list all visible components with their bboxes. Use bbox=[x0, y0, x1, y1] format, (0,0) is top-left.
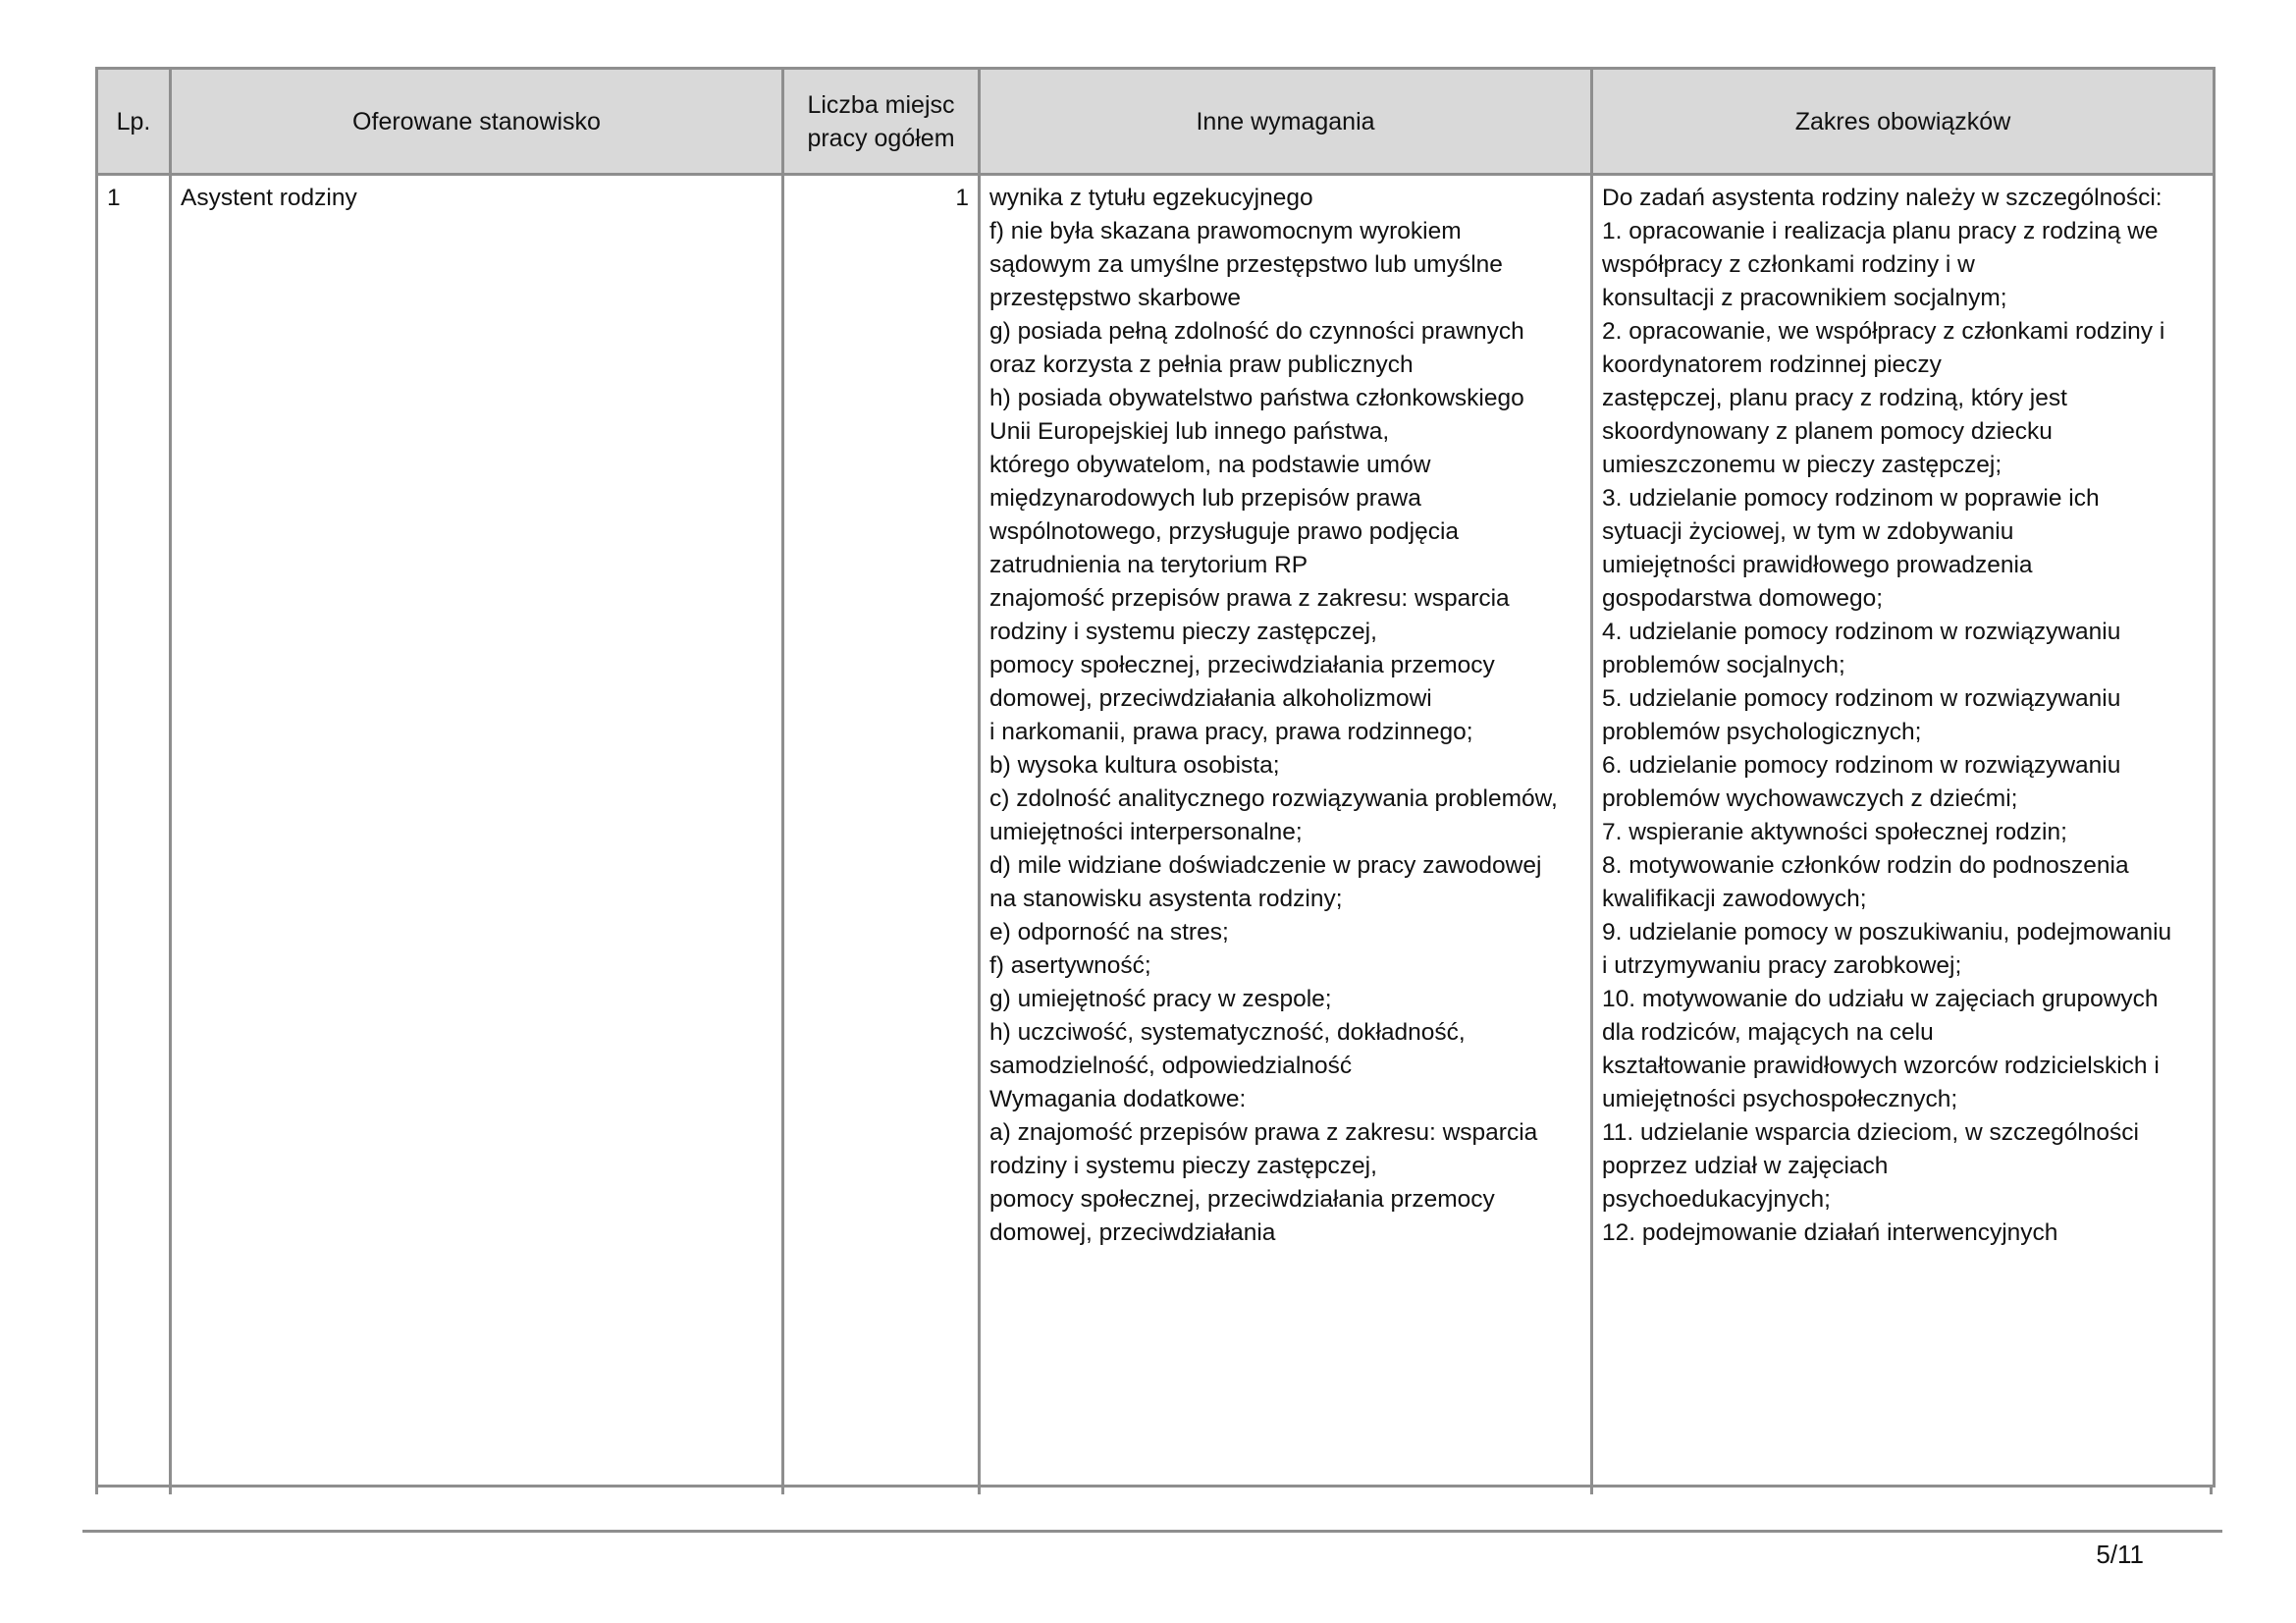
requirement-line: rodziny i systemu pieczy zastępczej, bbox=[989, 1153, 1377, 1179]
requirement-line: wynika z tytułu egzekucyjnego bbox=[989, 185, 1313, 211]
requirement-line: wspólnotowego, przysługuje prawo podjęcia bbox=[989, 518, 1460, 545]
duty-line: kształtowanie prawidłowych wzorców rodzicielskich i bbox=[1602, 1053, 2160, 1079]
duty-line: Do zadań asystenta rodziny należy w szczególności: bbox=[1602, 185, 2163, 211]
requirement-line: domowej, przeciwdziałania bbox=[989, 1219, 1276, 1246]
requirement-line: e) odporność na stres; bbox=[989, 919, 1229, 946]
duty-line: umiejętności prawidłowego prowadzenia bbox=[1602, 552, 2033, 578]
duty-line: problemów socjalnych; bbox=[1602, 652, 1845, 678]
job-offer-table bbox=[95, 67, 2216, 1493]
column-stub bbox=[978, 1485, 981, 1494]
requirement-line: i narkomanii, prawa pracy, prawa rodzinnego; bbox=[989, 719, 1473, 745]
duty-line: problemów wychowawczych z dziećmi; bbox=[1602, 785, 2018, 812]
header-duties: Zakres obowiązków bbox=[1592, 69, 2215, 175]
requirement-line: oraz korzysta z pełnia praw publicznych bbox=[989, 352, 1414, 378]
duty-line: współpracy z członkami rodziny i w bbox=[1602, 251, 1975, 278]
duty-line: problemów psychologicznych; bbox=[1602, 719, 1922, 745]
duty-line: dla rodziców, mających na celu bbox=[1602, 1019, 1934, 1046]
requirement-line: na stanowisku asystenta rodziny; bbox=[989, 886, 1343, 912]
requirement-line: pomocy społecznej, przeciwdziałania przemocy bbox=[989, 652, 1495, 678]
table-header-row bbox=[97, 69, 2215, 175]
cell-places: 1 bbox=[783, 175, 980, 1492]
duty-line: i utrzymywaniu pracy zarobkowej; bbox=[1602, 952, 1962, 979]
page-number: 5/11 bbox=[2096, 1540, 2144, 1569]
requirement-line: przestępstwo skarbowe bbox=[989, 285, 1242, 311]
duty-line: psychoedukacyjnych; bbox=[1602, 1186, 1831, 1213]
duty-line: 5. udzielanie pomocy rodzinom w rozwiązywaniu bbox=[1602, 685, 2121, 712]
duty-line: zastępczej, planu pracy z rodziną, który jest bbox=[1602, 385, 2067, 411]
requirement-line: umiejętności interpersonalne; bbox=[989, 819, 1303, 845]
cell-duties bbox=[1592, 175, 2215, 1492]
duty-line: 11. udzielanie wsparcia dzieciom, w szczególności bbox=[1602, 1119, 2139, 1146]
cell-lp: 1 bbox=[97, 175, 171, 1492]
requirement-line: samodzielność, odpowiedzialność bbox=[989, 1053, 1353, 1079]
header-position: Oferowane stanowisko bbox=[171, 69, 783, 175]
header-requirements: Inne wymagania bbox=[980, 69, 1592, 175]
page-break-mask bbox=[92, 1488, 2218, 1517]
duty-line: 2. opracowanie, we współpracy z członkami rodziny i bbox=[1602, 318, 2165, 345]
requirements-list bbox=[989, 182, 1581, 1250]
duty-line: skoordynowany z planem pomocy dziecku bbox=[1602, 418, 2053, 445]
requirement-line: Wymagania dodatkowe: bbox=[989, 1086, 1247, 1112]
requirement-line: sądowym za umyślne przestępstwo lub umyślne bbox=[989, 251, 1503, 278]
duties-list bbox=[1602, 182, 2204, 1250]
column-stub bbox=[95, 1485, 98, 1494]
duty-line: 3. udzielanie pomocy rodzinom w poprawie ich bbox=[1602, 485, 2100, 512]
column-stub bbox=[1590, 1485, 1593, 1494]
duty-line: umieszczonemu w pieczy zastępczej; bbox=[1602, 452, 2002, 478]
requirement-line: g) umiejętność pracy w zespole; bbox=[989, 986, 1332, 1012]
column-stub bbox=[781, 1485, 784, 1494]
duty-line: koordynatorem rodzinnej pieczy bbox=[1602, 352, 1942, 378]
requirement-line: pomocy społecznej, przeciwdziałania przemocy bbox=[989, 1186, 1495, 1213]
duty-line: sytuacji życiowej, w tym w zdobywaniu bbox=[1602, 518, 2014, 545]
requirement-line: d) mile widziane doświadczenie w pracy zawodowej bbox=[989, 852, 1542, 879]
requirement-line: f) asertywność; bbox=[989, 952, 1151, 979]
requirement-line: g) posiada pełną zdolność do czynności prawnych bbox=[989, 318, 1524, 345]
duty-line: 10. motywowanie do udziału w zajęciach grupowych bbox=[1602, 986, 2159, 1012]
duty-line: poprzez udział w zajęciach bbox=[1602, 1153, 1889, 1179]
duty-line: 1. opracowanie i realizacja planu pracy z rodziną we bbox=[1602, 218, 2159, 244]
duty-line: 9. udzielanie pomocy w poszukiwaniu, podejmowaniu bbox=[1602, 919, 2172, 946]
requirement-line: rodziny i systemu pieczy zastępczej, bbox=[989, 619, 1377, 645]
duty-line: 8. motywowanie członków rodzin do podnoszenia bbox=[1602, 852, 2129, 879]
duty-line: 6. udzielanie pomocy rodzinom w rozwiązywaniu bbox=[1602, 752, 2121, 779]
table-row bbox=[97, 175, 2215, 1492]
header-places: Liczba miejsc pracy ogółem bbox=[783, 69, 980, 175]
duty-line: kwalifikacji zawodowych; bbox=[1602, 886, 1867, 912]
requirement-line: h) posiada obywatelstwo państwa członkowskiego bbox=[989, 385, 1524, 411]
duty-line: gospodarstwa domowego; bbox=[1602, 585, 1884, 612]
footer-divider bbox=[82, 1530, 2222, 1533]
duty-line: umiejętności psychospołecznych; bbox=[1602, 1086, 1958, 1112]
requirement-line: b) wysoka kultura osobista; bbox=[989, 752, 1280, 779]
requirement-line: którego obywatelom, na podstawie umów bbox=[989, 452, 1431, 478]
requirement-line: c) zdolność analitycznego rozwiązywania problemów, bbox=[989, 785, 1558, 812]
requirement-line: domowej, przeciwdziałania alkoholizmowi bbox=[989, 685, 1432, 712]
duty-line: 12. podejmowanie działań interwencyjnych bbox=[1602, 1219, 2058, 1246]
requirement-line: znajomość przepisów prawa z zakresu: wsparcia bbox=[989, 585, 1510, 612]
requirement-line: a) znajomość przepisów prawa z zakresu: wsparcia bbox=[989, 1119, 1538, 1146]
requirement-line: Unii Europejskiej lub innego państwa, bbox=[989, 418, 1390, 445]
column-stub bbox=[2210, 1485, 2213, 1494]
cell-position: Asystent rodziny bbox=[171, 175, 783, 1492]
requirement-line: międzynarodowych lub przepisów prawa bbox=[989, 485, 1421, 512]
cell-requirements bbox=[980, 175, 1592, 1492]
column-stub bbox=[169, 1485, 172, 1494]
requirement-line: h) uczciwość, systematyczność, dokładność, bbox=[989, 1019, 1466, 1046]
header-lp: Lp. bbox=[97, 69, 171, 175]
duty-line: konsultacji z pracownikiem socjalnym; bbox=[1602, 285, 2007, 311]
duty-line: 7. wspieranie aktywności społecznej rodzin; bbox=[1602, 819, 2067, 845]
requirement-line: zatrudnienia na terytorium RP bbox=[989, 552, 1308, 578]
duty-line: 4. udzielanie pomocy rodzinom w rozwiązywaniu bbox=[1602, 619, 2121, 645]
requirement-line: f) nie była skazana prawomocnym wyrokiem bbox=[989, 218, 1462, 244]
job-offer-table-container bbox=[95, 67, 2213, 1498]
table-bottom-border bbox=[95, 1485, 2213, 1488]
